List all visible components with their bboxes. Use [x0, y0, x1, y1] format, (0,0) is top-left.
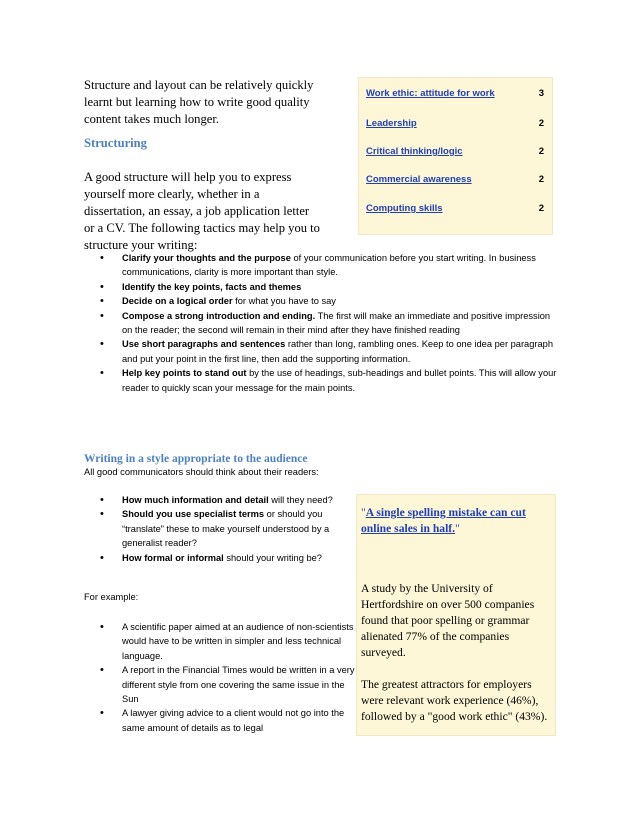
list-item — [92, 337, 562, 366]
question-text: will they need? — [268, 495, 333, 505]
list-item: • A lawyer giving advice to a client would not go into the same amount of details as to legal — [92, 706, 357, 735]
audience-subtitle: All good communicators should think about their readers: — [84, 467, 319, 477]
tactic-text: of your communication before you start writing. In business communications, clarity is more important than style. — [122, 253, 536, 278]
list-item — [92, 366, 562, 395]
list-item — [92, 294, 562, 308]
skill-name[interactable]: Commercial awareness — [366, 174, 472, 185]
tactic-text: by the use of headings, sub-headings and bullet points. This will allow your reader to quickly scan your message for the main points. — [122, 368, 557, 393]
open-quote: " — [361, 506, 366, 519]
question-text: should your writing be? — [223, 552, 322, 563]
tactic-bold: Decide on a logical order — [122, 296, 233, 307]
quote-box — [356, 494, 556, 736]
skill-value: 2 — [538, 146, 544, 157]
skill-value: 2 — [538, 203, 544, 214]
list-item — [92, 280, 562, 294]
for-example-label: For example: — [84, 592, 139, 602]
attractors-paragraph: The greatest attractors for employers were relevant work experience (46%), followed by a "good work ethic" (43%). — [361, 678, 548, 723]
close-quote: " — [455, 522, 460, 535]
skill-row — [366, 118, 544, 136]
tactic-bold: Help key points to stand out — [122, 368, 247, 379]
list-item — [92, 493, 357, 507]
skill-value: 2 — [538, 174, 544, 185]
tactic-bold: Use short paragraphs and sentences — [122, 339, 286, 350]
quote-link[interactable]: A single spelling mistake can cut online sales in half. — [361, 506, 526, 535]
tactic-bold: Clarify your thoughts and the purpose — [122, 253, 291, 263]
skill-row — [366, 203, 544, 221]
intro-paragraph: Structure and layout can be relatively quickly learnt but learning how to write good quality content takes much longer. — [84, 78, 314, 126]
study-paragraph: A study by the University of Hertfordshire on over 500 companies found that poor spelling or grammar alienated 77% of the companies surveyed. — [361, 582, 535, 659]
skill-name[interactable]: Critical thinking/logic — [366, 146, 463, 157]
structuring-paragraph: A good structure will help you to express yourself more clearly, whether in a dissertation, an essay, a job application letter or a CV. The following tactics may help you to structure your writing: — [84, 170, 320, 252]
tactic-text: rather than long, rambling ones. Keep to one idea per paragraph and put your point in the first line, then add the supporting information. — [122, 339, 554, 364]
question-text: or should you “translate” these to make yourself understood by a generalist reader? — [122, 509, 330, 549]
audience-questions-list — [92, 493, 357, 565]
study-text — [361, 581, 553, 725]
question-bold: Should you use specialist terms — [122, 509, 265, 520]
tactic-bold: Compose a strong introduction and ending. — [122, 310, 316, 321]
structuring-heading: Structuring — [84, 136, 147, 150]
examples-list — [92, 620, 357, 735]
question-bold: How formal or informal — [122, 552, 224, 563]
skill-name[interactable]: Leadership — [366, 118, 417, 129]
skill-name[interactable]: Work ethic: attitude for work — [366, 88, 495, 99]
tactics-list — [92, 251, 562, 395]
tactic-bold: Identify the key points, facts and themes — [122, 281, 302, 292]
skill-name[interactable]: Computing skills — [366, 203, 443, 214]
list-item: • A scientific paper aimed at an audience of non-scientists would have to be written in simpler and less technical language. — [92, 620, 357, 663]
skill-value: 2 — [538, 118, 544, 129]
list-item: • A report in the Financial Times would be written in a very different style from one covering the same issue in the Sun — [92, 663, 357, 706]
skill-row — [366, 88, 544, 106]
list-item — [92, 507, 357, 550]
skills-table — [358, 77, 553, 235]
quote — [361, 505, 551, 537]
skill-row — [366, 146, 544, 164]
tactic-text: for what you have to say — [232, 296, 336, 307]
audience-heading: Writing in a style appropriate to the audience — [84, 453, 308, 465]
list-item — [92, 551, 357, 565]
list-item — [92, 251, 562, 280]
skill-value: 3 — [538, 88, 544, 99]
tactic-text: The first will make an immediate and positive impression on the reader; the second will remain in their mind after they have finished reading — [122, 310, 551, 336]
list-item — [92, 309, 562, 338]
question-bold: How much information and detail — [122, 495, 269, 505]
skill-row — [366, 174, 544, 192]
